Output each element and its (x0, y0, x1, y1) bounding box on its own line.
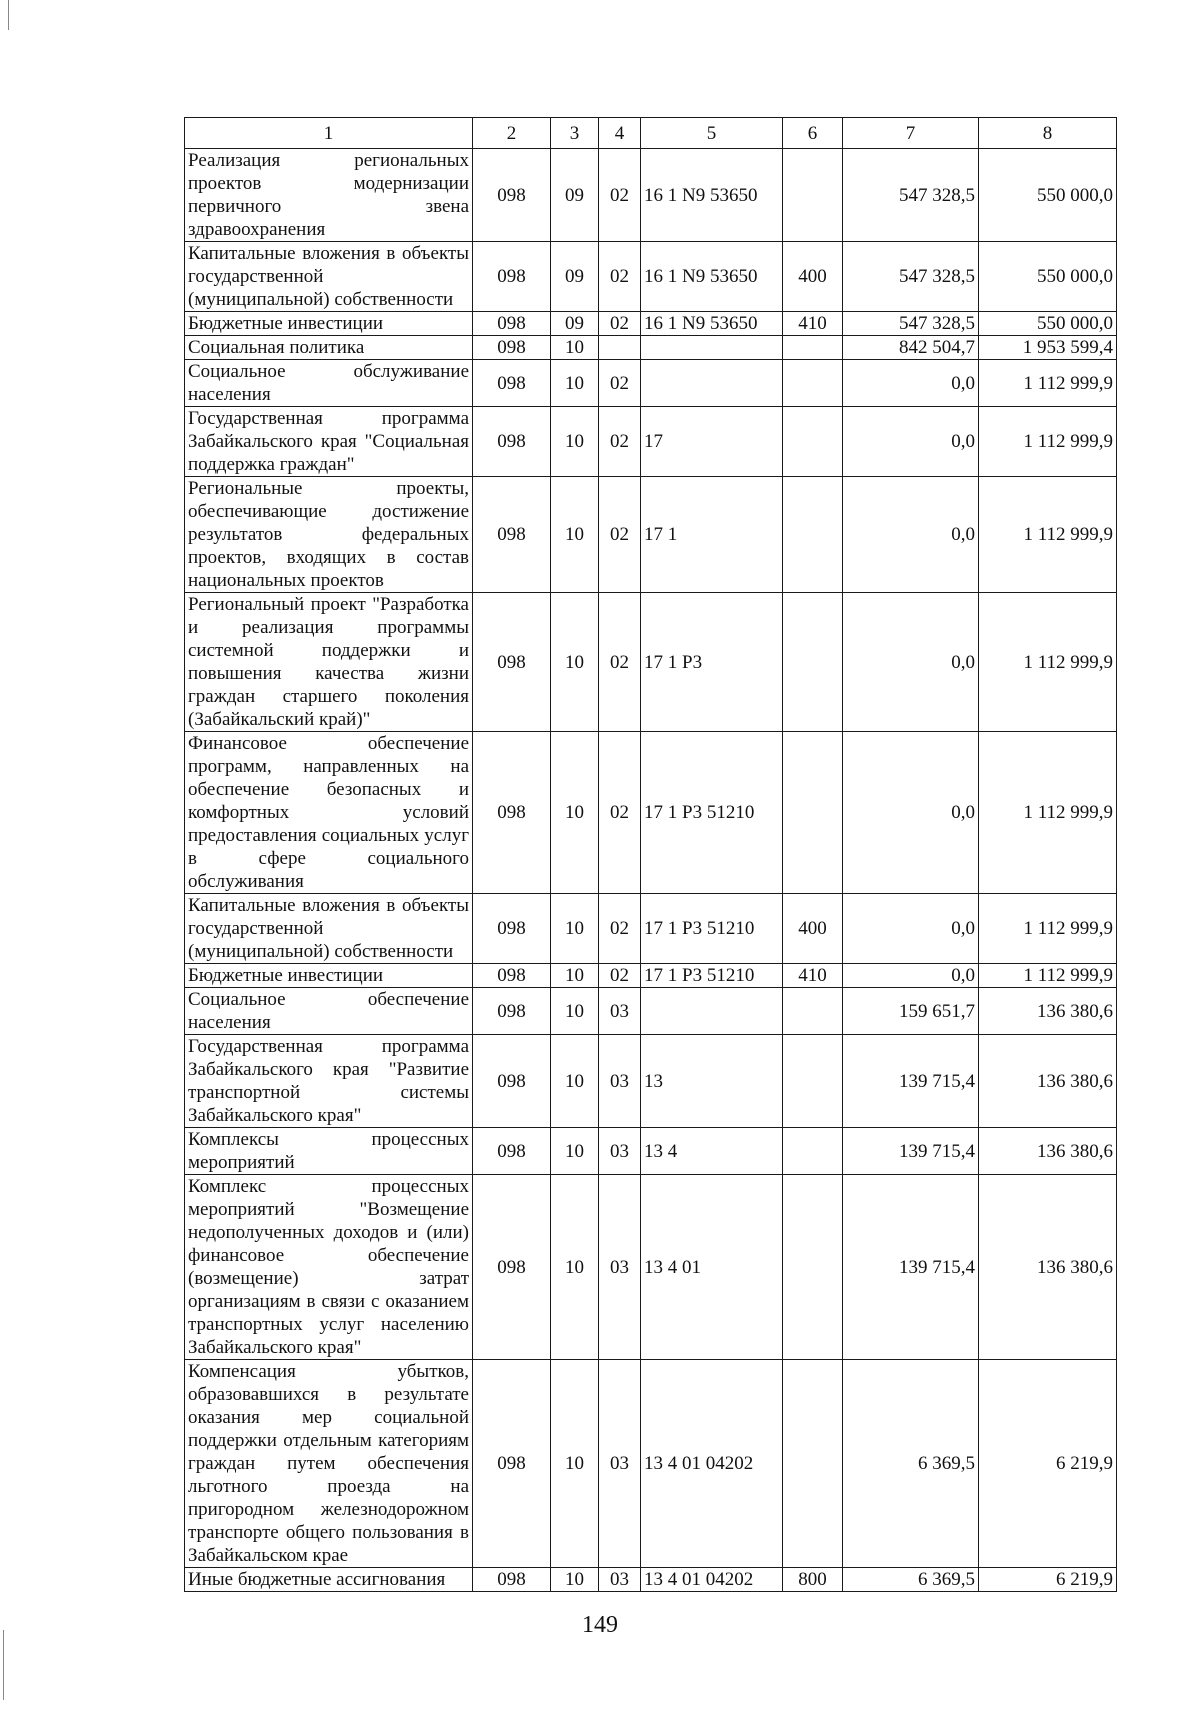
amount-cell: 0,0 (843, 593, 979, 732)
amount-cell: 6 219,9 (979, 1568, 1117, 1592)
section-code-cell: 09 (551, 312, 599, 336)
admin-code-cell: 098 (473, 360, 551, 407)
column-header: 2 (473, 118, 551, 149)
section-code-cell: 10 (551, 360, 599, 407)
admin-code-cell: 098 (473, 1175, 551, 1360)
row-name-cell: Бюджетные инвестиции (185, 964, 473, 988)
row-name-cell: Бюджетные инвестиции (185, 312, 473, 336)
section-code-cell: 10 (551, 407, 599, 477)
subsection-code-cell: 03 (599, 988, 641, 1035)
column-header: 8 (979, 118, 1117, 149)
table-row (185, 1035, 1117, 1128)
amount-cell: 1 112 999,9 (979, 477, 1117, 593)
column-header: 5 (641, 118, 783, 149)
subsection-code-cell: 03 (599, 1175, 641, 1360)
row-name-cell: Финансовое обеспечение программ, направленных на обеспечение безопасных и комфортных условий предоставления социальных услуг в сфере социального обслуживания (185, 732, 473, 894)
table-row (185, 336, 1117, 360)
row-name-cell: Социальное обеспечение населения (185, 988, 473, 1035)
amount-cell: 6 369,5 (843, 1360, 979, 1568)
expense-type-cell: 400 (783, 894, 843, 964)
amount-cell: 550 000,0 (979, 149, 1117, 242)
admin-code-cell: 098 (473, 964, 551, 988)
admin-code-cell: 098 (473, 1360, 551, 1568)
expense-type-cell (783, 477, 843, 593)
subsection-code-cell: 02 (599, 360, 641, 407)
amount-cell: 842 504,7 (843, 336, 979, 360)
expense-type-cell: 410 (783, 964, 843, 988)
expense-type-cell: 800 (783, 1568, 843, 1592)
expense-type-cell (783, 1035, 843, 1128)
admin-code-cell: 098 (473, 894, 551, 964)
expense-type-cell (783, 988, 843, 1035)
column-header: 3 (551, 118, 599, 149)
table-body (185, 149, 1117, 1592)
amount-cell: 0,0 (843, 964, 979, 988)
admin-code-cell: 098 (473, 149, 551, 242)
target-article-cell: 13 (641, 1035, 783, 1128)
table-row (185, 593, 1117, 732)
scan-artifact (8, 0, 9, 30)
subsection-code-cell: 02 (599, 407, 641, 477)
row-name-cell: Государственная программа Забайкальского края "Социальная поддержка граждан" (185, 407, 473, 477)
subsection-code-cell: 03 (599, 1360, 641, 1568)
subsection-code-cell: 02 (599, 732, 641, 894)
row-name-cell: Иные бюджетные ассигнования (185, 1568, 473, 1592)
table-header-row (185, 118, 1117, 149)
amount-cell: 1 953 599,4 (979, 336, 1117, 360)
amount-cell: 1 112 999,9 (979, 732, 1117, 894)
amount-cell: 550 000,0 (979, 242, 1117, 312)
target-article-cell: 16 1 N9 53650 (641, 149, 783, 242)
table-row (185, 732, 1117, 894)
expense-type-cell (783, 149, 843, 242)
amount-cell: 0,0 (843, 732, 979, 894)
table-row (185, 1360, 1117, 1568)
target-article-cell: 17 1 P3 51210 (641, 732, 783, 894)
amount-cell: 6 369,5 (843, 1568, 979, 1592)
target-article-cell: 17 1 P3 51210 (641, 894, 783, 964)
expense-type-cell: 400 (783, 242, 843, 312)
scan-artifact (3, 1630, 4, 1700)
admin-code-cell: 098 (473, 312, 551, 336)
section-code-cell: 10 (551, 1360, 599, 1568)
column-header: 7 (843, 118, 979, 149)
amount-cell: 136 380,6 (979, 1035, 1117, 1128)
amount-cell: 1 112 999,9 (979, 964, 1117, 988)
target-article-cell: 16 1 N9 53650 (641, 242, 783, 312)
admin-code-cell: 098 (473, 1568, 551, 1592)
subsection-code-cell: 03 (599, 1568, 641, 1592)
amount-cell: 1 112 999,9 (979, 894, 1117, 964)
section-code-cell: 10 (551, 964, 599, 988)
target-article-cell: 13 4 01 04202 (641, 1360, 783, 1568)
table-row (185, 360, 1117, 407)
expense-type-cell: 410 (783, 312, 843, 336)
column-header: 4 (599, 118, 641, 149)
target-article-cell (641, 988, 783, 1035)
section-code-cell: 10 (551, 1568, 599, 1592)
subsection-code-cell: 02 (599, 312, 641, 336)
section-code-cell: 10 (551, 1175, 599, 1360)
section-code-cell: 10 (551, 732, 599, 894)
target-article-cell: 17 1 P3 51210 (641, 964, 783, 988)
subsection-code-cell: 02 (599, 242, 641, 312)
target-article-cell (641, 360, 783, 407)
table-row (185, 407, 1117, 477)
amount-cell: 139 715,4 (843, 1175, 979, 1360)
row-name-cell: Комплексы процессных мероприятий (185, 1128, 473, 1175)
section-code-cell: 09 (551, 149, 599, 242)
subsection-code-cell: 03 (599, 1128, 641, 1175)
section-code-cell: 10 (551, 336, 599, 360)
table-row (185, 988, 1117, 1035)
table-row (185, 1175, 1117, 1360)
target-article-cell: 17 1 P3 (641, 593, 783, 732)
target-article-cell: 16 1 N9 53650 (641, 312, 783, 336)
table-row (185, 149, 1117, 242)
expense-type-cell (783, 360, 843, 407)
admin-code-cell: 098 (473, 988, 551, 1035)
subsection-code-cell (599, 336, 641, 360)
amount-cell: 136 380,6 (979, 1128, 1117, 1175)
column-header: 6 (783, 118, 843, 149)
section-code-cell: 09 (551, 242, 599, 312)
amount-cell: 159 651,7 (843, 988, 979, 1035)
table-row (185, 242, 1117, 312)
amount-cell: 0,0 (843, 894, 979, 964)
row-name-cell: Капитальные вложения в объекты государственной (муниципальной) собственности (185, 894, 473, 964)
admin-code-cell: 098 (473, 242, 551, 312)
table-row (185, 477, 1117, 593)
expense-type-cell (783, 1128, 843, 1175)
amount-cell: 550 000,0 (979, 312, 1117, 336)
admin-code-cell: 098 (473, 732, 551, 894)
table-row (185, 312, 1117, 336)
amount-cell: 0,0 (843, 407, 979, 477)
target-article-cell: 17 (641, 407, 783, 477)
subsection-code-cell: 02 (599, 964, 641, 988)
amount-cell: 1 112 999,9 (979, 407, 1117, 477)
row-name-cell: Государственная программа Забайкальского края "Развитие транспортной системы Забайкальского края" (185, 1035, 473, 1128)
expense-type-cell (783, 1175, 843, 1360)
admin-code-cell: 098 (473, 477, 551, 593)
row-name-cell: Социальная политика (185, 336, 473, 360)
admin-code-cell: 098 (473, 593, 551, 732)
amount-cell: 547 328,5 (843, 149, 979, 242)
target-article-cell: 13 4 (641, 1128, 783, 1175)
expense-type-cell (783, 407, 843, 477)
section-code-cell: 10 (551, 894, 599, 964)
amount-cell: 139 715,4 (843, 1035, 979, 1128)
target-article-cell: 13 4 01 (641, 1175, 783, 1360)
section-code-cell: 10 (551, 988, 599, 1035)
amount-cell: 6 219,9 (979, 1360, 1117, 1568)
table-row (185, 1128, 1117, 1175)
row-name-cell: Капитальные вложения в объекты государственной (муниципальной) собственности (185, 242, 473, 312)
table-row (185, 1568, 1117, 1592)
section-code-cell: 10 (551, 593, 599, 732)
row-name-cell: Комплекс процессных мероприятий "Возмещение недополученных доходов и (или) финансовое обеспечение (возмещение) затрат организациям в связи с оказанием транспортных услуг населению Забайкальского края" (185, 1175, 473, 1360)
expense-type-cell (783, 1360, 843, 1568)
section-code-cell: 10 (551, 1035, 599, 1128)
amount-cell: 136 380,6 (979, 1175, 1117, 1360)
amount-cell: 1 112 999,9 (979, 360, 1117, 407)
table-row (185, 894, 1117, 964)
row-name-cell: Региональный проект "Разработка и реализация программы системной поддержки и повышения качества жизни граждан старшего поколения (Забайкальский край)" (185, 593, 473, 732)
column-header: 1 (185, 118, 473, 149)
row-name-cell: Социальное обслуживание населения (185, 360, 473, 407)
amount-cell: 547 328,5 (843, 242, 979, 312)
subsection-code-cell: 02 (599, 477, 641, 593)
amount-cell: 139 715,4 (843, 1128, 979, 1175)
admin-code-cell: 098 (473, 336, 551, 360)
row-name-cell: Компенсация убытков, образовавшихся в результате оказания мер социальной поддержки отдельным категориям граждан путем обеспечения льготного проезда на пригородном железнодорожном транспорте общего пользования в Забайкальском крае (185, 1360, 473, 1568)
table-row (185, 964, 1117, 988)
expense-type-cell (783, 593, 843, 732)
amount-cell: 136 380,6 (979, 988, 1117, 1035)
expense-type-cell (783, 732, 843, 894)
subsection-code-cell: 02 (599, 894, 641, 964)
section-code-cell: 10 (551, 1128, 599, 1175)
target-article-cell: 17 1 (641, 477, 783, 593)
admin-code-cell: 098 (473, 1035, 551, 1128)
admin-code-cell: 098 (473, 1128, 551, 1175)
page-number: 149 (582, 1612, 618, 1638)
expense-type-cell (783, 336, 843, 360)
amount-cell: 547 328,5 (843, 312, 979, 336)
admin-code-cell: 098 (473, 407, 551, 477)
row-name-cell: Реализация региональных проектов модернизации первичного звена здравоохранения (185, 149, 473, 242)
target-article-cell: 13 4 01 04202 (641, 1568, 783, 1592)
subsection-code-cell: 03 (599, 1035, 641, 1128)
subsection-code-cell: 02 (599, 593, 641, 732)
subsection-code-cell: 02 (599, 149, 641, 242)
amount-cell: 0,0 (843, 477, 979, 593)
target-article-cell (641, 336, 783, 360)
amount-cell: 0,0 (843, 360, 979, 407)
amount-cell: 1 112 999,9 (979, 593, 1117, 732)
budget-table (184, 117, 1117, 1592)
row-name-cell: Региональные проекты, обеспечивающие достижение результатов федеральных проектов, входящих в состав национальных проектов (185, 477, 473, 593)
section-code-cell: 10 (551, 477, 599, 593)
